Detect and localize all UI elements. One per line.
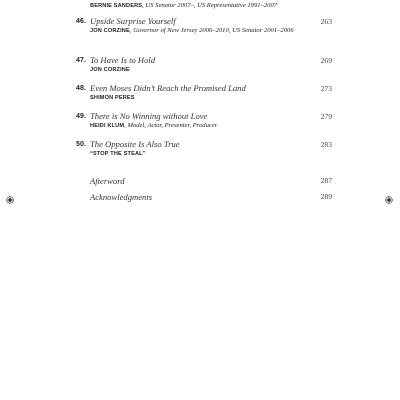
- chapter-number: 48.: [75, 85, 86, 92]
- toc-entry-50[interactable]: [90, 139, 332, 158]
- chapter-number: 50.: [75, 141, 86, 148]
- chapter-title: There is No Winning without Love: [90, 111, 208, 121]
- author-description: US Senator 2007–, US Representative 1991–2007: [145, 2, 278, 9]
- chapter-title: Upside Surprise Yourself: [90, 16, 176, 26]
- chapter-title: Acknowledgments: [90, 192, 153, 202]
- author-line: [90, 122, 310, 130]
- author-sep: ,: [142, 2, 146, 9]
- author-line: [90, 27, 310, 35]
- chapter-title: Afterword: [90, 176, 125, 186]
- toc-entry-49[interactable]: [90, 111, 332, 130]
- page-number: 289: [320, 192, 332, 201]
- author-sep: ,: [124, 122, 128, 129]
- chapter-title: The Opposite Is Also True: [90, 139, 180, 149]
- page-number: 283: [320, 140, 332, 149]
- page-number: 279: [320, 112, 332, 121]
- registration-mark-icon: [385, 196, 393, 204]
- toc-entry-47[interactable]: [90, 55, 332, 74]
- chapter-number: 49.: [75, 113, 86, 120]
- toc-entry-48[interactable]: [90, 83, 332, 102]
- chapter-number: 47.: [75, 57, 86, 64]
- author-name: SHIMON PERES: [90, 95, 135, 101]
- author-description: Governor of New Jersey 2006–2010, US Senator 2001–2006: [133, 27, 294, 34]
- author-line: [90, 2, 310, 10]
- author-name: BERNIE SANDERS: [90, 3, 143, 9]
- toc-entry-continuation: [90, 1, 332, 10]
- chapter-title: Even Moses Didn’t Reach the Promised Land: [90, 83, 246, 93]
- author-description: Model, Actor, Presenter, Producer: [127, 122, 218, 129]
- registration-mark-icon: [6, 196, 14, 204]
- author-sep: ,: [129, 27, 134, 34]
- page-number: 273: [320, 84, 332, 93]
- author-line: [90, 150, 310, 158]
- author-line: [90, 94, 310, 102]
- chapter-number: 46.: [75, 18, 86, 25]
- toc-entry-46[interactable]: [90, 16, 332, 35]
- page-number: 263: [320, 17, 332, 26]
- page-number: 269: [320, 56, 332, 65]
- page-number: 287: [320, 176, 332, 185]
- author-name: “STOP THE STEAL”: [90, 151, 146, 157]
- toc-entry-acknowledgments[interactable]: [90, 192, 332, 202]
- author-line: [90, 66, 310, 74]
- author-name: JON CORZINE: [90, 28, 130, 34]
- chapter-title: To Have Is to Hold: [90, 55, 156, 65]
- toc-entry-afterword[interactable]: [90, 176, 332, 186]
- author-name: HEIDI KLUM: [90, 123, 125, 129]
- author-name: JON CORZINE: [90, 67, 130, 73]
